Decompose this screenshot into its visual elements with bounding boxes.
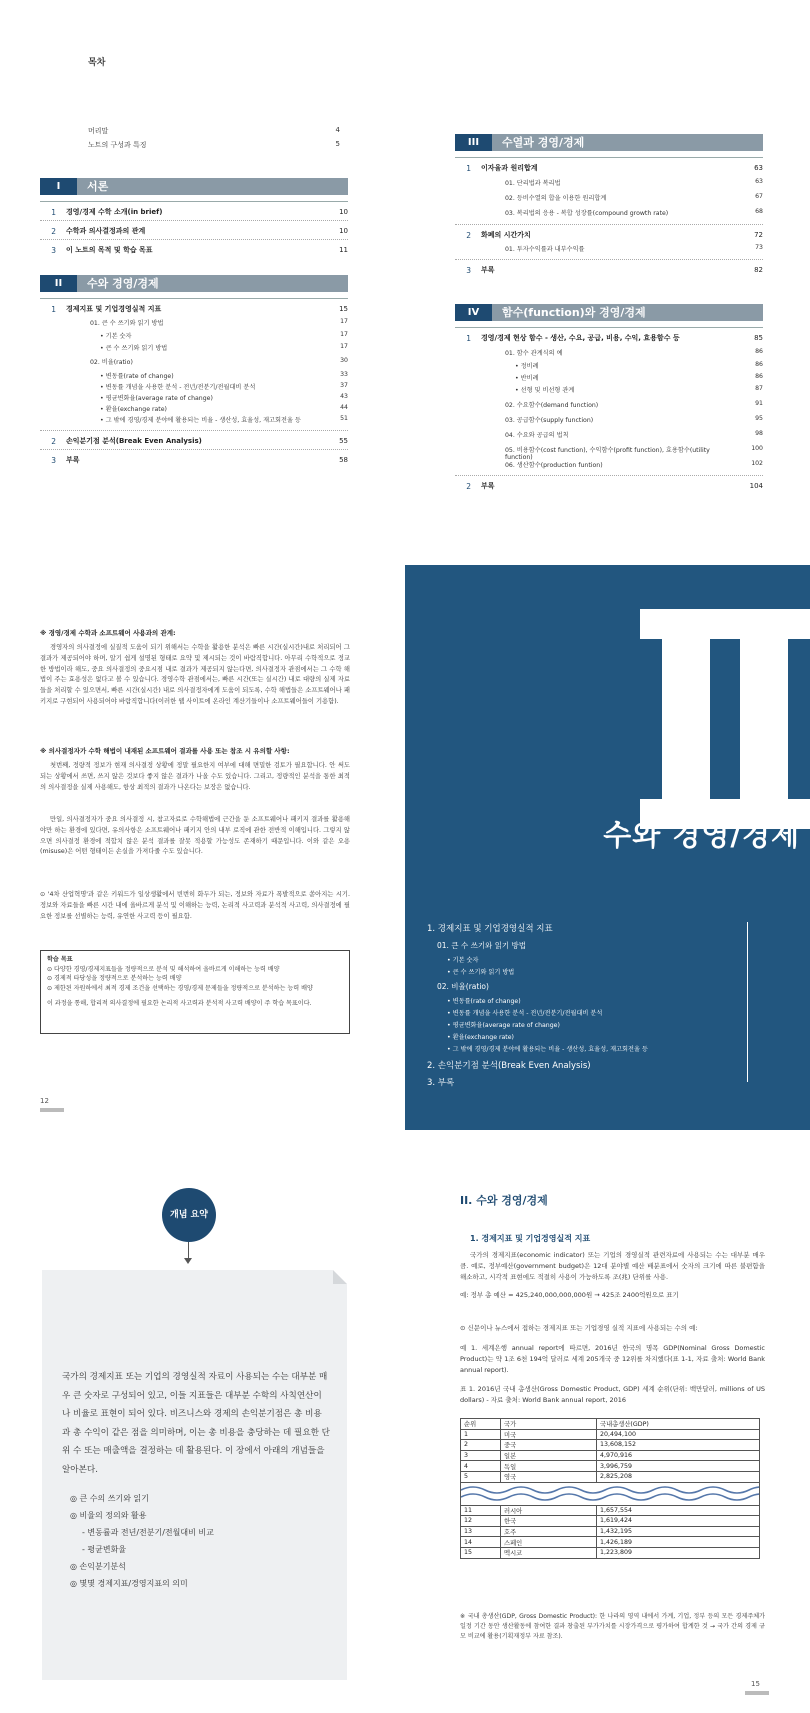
- table-row: 5 영국 2,825,208: [461, 1471, 760, 1482]
- chapter-item[interactable]: • 기본 숫자: [447, 957, 479, 964]
- table-row: 1 미국 20,494,100: [461, 1429, 760, 1440]
- chapter-item[interactable]: • 변동률(rate of change): [447, 998, 521, 1005]
- paragraph: 만일, 의사결정자가 중요 의사결정 시, 참고자료로 수학해법에 근간을 둔 소프트웨어나 패키지 결과를 활용해야만 하는 환경에 있다면, 유의사항은 소프트웨어나 패키지 안의 내부 로직에 관한 전반적 이해입니다. 그렇지 않으면 의사결정 환경에 적합치 않은 분석 결과를 잘못 적용할 가능성도 존재하기 때문입니다. 이와 같은 오용(misuse)은 어떤 형태이든 손실을 가져다줄 수도 있습니다.: [40, 816, 350, 856]
- toc-subentry[interactable]: 03. 공급함수(supply function) 95: [505, 415, 763, 424]
- toc-entry[interactable]: 1 경영/경제 현상 함수 - 생산, 수요, 공급, 비용, 수익, 효용함수 등 85: [466, 333, 763, 343]
- wave-break-icon: [461, 1483, 759, 1505]
- toc-section-header[interactable]: I 서론: [40, 178, 348, 195]
- table-row: 14 스페인 1,426,189: [461, 1537, 760, 1548]
- paragraph: 국가의 경제지표(economic indicator) 또는 기업의 경영실적 관련자료에 사용되는 수는 대부분 매우 큼. 예로, 정부예산(government budget)은 12대 분야별 예산 배분표에서 숫자의 크기에 따른 불편함을 해소하고, 시각적 표현에도 적절히 사용이 가능하도록 조(兆) 단위를 사용.: [460, 1251, 765, 1281]
- divider: [455, 224, 763, 225]
- page-number-bar: [745, 1691, 769, 1695]
- toc-subentry[interactable]: 02. 비율(ratio) 30: [90, 357, 348, 366]
- divider: [40, 449, 348, 450]
- toc-section-header[interactable]: IV 함수(function)와 경영/경제: [455, 304, 763, 321]
- chapter-item[interactable]: • 그 밖에 경영/경제 분야에 활용되는 비율 - 생산성, 효율성, 재고회전율 등: [447, 1046, 648, 1053]
- chapter-numeral-graphic: [640, 609, 810, 829]
- toc-entry[interactable]: 2 손익분기점 분석(Break Even Analysis) 55: [51, 436, 348, 446]
- toc-subentry[interactable]: • 정비례 86: [515, 361, 763, 370]
- toc-subentry[interactable]: 03. 복리법의 응용 - 복합 성장률(compound growth rate) 68: [505, 208, 763, 217]
- chapter-cover: [405, 565, 810, 1130]
- chapter-contents: [427, 922, 747, 1088]
- chapter-item[interactable]: • 변동률 개념을 사용한 분석 - 전년/전분기/전월대비 분석: [447, 1010, 603, 1017]
- table-break: [461, 1482, 760, 1505]
- toc-entry[interactable]: 1 경제지표 및 기업경영실적 지표 15: [51, 304, 348, 314]
- toc-section-header[interactable]: III 수열과 경영/경제: [455, 134, 763, 151]
- toc-subentry[interactable]: 06. 생산함수(production funtion) 102: [505, 460, 763, 469]
- toc-subentry[interactable]: 02. 등비수열의 합을 이용한 원리합계 67: [505, 193, 763, 202]
- toc-entry[interactable]: 3 이 노트의 목적 및 학습 목표 11: [51, 245, 348, 255]
- toc-entry[interactable]: 1 경영/경제 수학 소개(in brief) 10: [51, 207, 348, 217]
- chapter-item[interactable]: • 평균변화율(average rate of change): [447, 1022, 560, 1029]
- chapter-item[interactable]: 02. 비율(ratio): [437, 982, 489, 991]
- toc-section-header[interactable]: II 수와 경영/경제: [40, 275, 348, 292]
- table-caption: 표 1. 2016년 국내 총생산(Gross Domestic Product, GDP) 세계 순위(단위: 백만달러, millions of US dollars) - 자료 출처: World Bank annual report, 2016: [460, 1385, 765, 1404]
- table-row: 11 러시아 1,657,554: [461, 1505, 760, 1516]
- table-row: 4 독일 3,996,759: [461, 1461, 760, 1472]
- page-number: 12: [40, 1097, 49, 1105]
- divider: [455, 157, 763, 158]
- page-fold-icon: [333, 1270, 347, 1284]
- toc-entry[interactable]: 2 부록 104: [466, 481, 763, 491]
- paragraph: 첫번째, 정량적 정보가 현재 의사결정 상황에 정말 필요한지 여부에 대해 면밀한 검토가 필요합니다. 안 써도 되는 상황에서 쓰면, 쓰지 않은 것보다 좋지 않은 결과가 나올 수도 있습니다. 그리고, 정량적인 분석을 통한 최적의 의사결정을 실제 사용해도, 항상 최적의 결과가 나온다는 보장은 없습니다.: [40, 762, 350, 791]
- chapter-item[interactable]: • 환율(exchange rate): [447, 1034, 514, 1041]
- paragraph: ⊙ 신문이나 뉴스에서 접하는 경제지표 또는 기업경영 실적 지표에 사용되는 수의 예:: [460, 1324, 698, 1332]
- toc-subentry[interactable]: 01. 함수 관계식의 예 86: [505, 348, 763, 357]
- divider: [40, 239, 348, 240]
- paragraph: ⊙ '4차 산업혁명'과 같은 키워드가 일상생활에서 빈번히 화두가 되는, 정보와 자료가 폭발적으로 쏟아지는 시기. 정보와 자료들을 빠른 시간 내에 올바르게 분석 및 이해하는 능력, 논리적 사고력과 분석적 사고력, 의사결정에 필요한 정보를 선별하는 능력, 유연한 사고력 등이 필요함.: [40, 891, 350, 920]
- divider: [40, 201, 348, 202]
- divider: [40, 298, 348, 299]
- table-row: 3 일본 4,970,916: [461, 1450, 760, 1461]
- chapter-item[interactable]: 3. 부록: [427, 1078, 455, 1088]
- table-header-row: 순위 국가 국내총생산(GDP): [461, 1419, 760, 1430]
- divider: [747, 922, 748, 1082]
- chapter-title: 수와 경영/경제: [603, 818, 800, 852]
- toc-subentry[interactable]: 01. 단리법과 복리법 63: [505, 178, 763, 187]
- toc-subentry[interactable]: 05. 비용함수(cost function), 수익함수(profit function), 효용함수(utility function) 100: [505, 445, 763, 461]
- summary-item: ◎ 손익분기분석: [70, 1562, 126, 1571]
- toc-subentry[interactable]: • 기본 숫자 17: [100, 331, 348, 340]
- summary-list: [70, 1490, 330, 1592]
- section-heading: 1. 경제지표 및 기업경영실적 지표: [470, 1234, 591, 1243]
- paragraph: 예: 정부 총 예산 = 425,240,000,000,000원 → 425조 2400억원으로 표기: [460, 1291, 679, 1299]
- toc-subentry[interactable]: 01. 투자수익률과 내부수익률 73: [505, 244, 763, 253]
- toc-title: 목차: [88, 58, 106, 68]
- toc-subentry[interactable]: • 변동률 개념을 사용한 분석 - 전년/전분기/전월대비 분석 37: [100, 382, 348, 391]
- toc-subentry[interactable]: 01. 큰 수 쓰기와 읽기 방법 17: [90, 318, 348, 327]
- divider: [40, 220, 348, 221]
- table-row: 13 호주 1,432,195: [461, 1526, 760, 1537]
- summary-item: ◎ 몇몇 경제지표/경영지표의 의미: [70, 1579, 188, 1588]
- section-heading: ※ 의사결정자가 수학 해법이 내재된 소프트웨어 결과를 사용 또는 참조 시 유의할 사항:: [40, 747, 290, 755]
- toc-subentry[interactable]: 04. 수요와 공급의 법칙 98: [505, 430, 763, 439]
- goal-item: ⊙ 다양한 경영/경제지표들을 정량적으로 분석 및 해석하여 올바르게 이해하는 능력 배양: [47, 965, 280, 973]
- toc-pre-row[interactable]: 노트의 구성과 특징 5: [88, 140, 340, 149]
- summary-item: - 평균변화율: [82, 1545, 127, 1554]
- toc-entry[interactable]: 3 부록 82: [466, 265, 763, 275]
- chapter-item[interactable]: 2. 손익분기점 분석(Break Even Analysis): [427, 1061, 591, 1071]
- toc-subentry[interactable]: • 큰 수 쓰기와 읽기 방법 17: [100, 343, 348, 352]
- toc-subentry[interactable]: • 변동률(rate of change) 33: [100, 371, 348, 380]
- goal-item: ⊙ 경제적 타당성을 정량적으로 분석하는 능력 배양: [47, 975, 182, 982]
- divider: [455, 259, 763, 260]
- learning-goals-box: [40, 950, 350, 1034]
- toc-entry[interactable]: 2 화폐의 시간가치 72: [466, 230, 763, 240]
- paragraph: 경영자의 의사결정에 실질적 도움이 되기 위해서는 수학을 활용한 분석은 빠른 시간(실시간)내로 처리되어 그 결과가 제공되어야 하며, 알기 쉽게 설명된 형태로 요약 및 제시되는 것이 바람직합니다. 아무리 수학적으로 정교한 방법이라 해도, 중요 의사결정의 중요시점 내로 결과가 제공되지 않는다면, 의사결정자 관점에서는 그 수학 해법이 주는 효용성은 없다고 볼 수 있습니다. 경영수학 관점에서는, 빠른 시간(또는 실시간) 내로 대량의 실제 자료들을 처리할 수 있으면서, 빠른 시간(실시간) 내로 의사결정자에게 도움이 되도록, 수학 해법들은 소프트웨어나 패키지로 구현되어 사용되어야 바람직합니다(이러한 웹 사이트에 온라인 계산기들이나 소프트웨어들이 기용함).: [40, 644, 350, 705]
- chapter-item[interactable]: 01. 큰 수 쓰기와 읽기 방법: [437, 941, 527, 950]
- toc-subentry[interactable]: • 환율(exchange rate) 44: [100, 404, 348, 413]
- divider: [455, 475, 763, 476]
- toc-subentry[interactable]: • 그 밖에 경영/경제 분야에 활용되는 비율 - 생산성, 효율성, 재고회전율 등 51: [100, 415, 348, 424]
- summary-badge: 개념 요약: [162, 1188, 216, 1242]
- divider: [40, 430, 348, 431]
- learning-goals-title: 학습 목표: [47, 956, 73, 963]
- toc-subentry[interactable]: • 평균변화율(average rate of change) 43: [100, 393, 348, 402]
- table-row: 2 중국 13,608,152: [461, 1440, 760, 1451]
- goal-item: ⊙ 제한된 자원하에서 최적 경제 조건을 선택하는 경영/경제 문제들을 정량적으로 분석하는 능력 배양: [47, 984, 313, 992]
- summary-item: ◎ 큰 수의 쓰기와 읽기: [70, 1494, 149, 1503]
- chapter-item[interactable]: 1. 경제지표 및 기업경영실적 지표: [427, 924, 553, 934]
- footnote: ※ 국내 총생산(GDP, Gross Domestic Product): 한 나라의 영역 내에서 가계, 기업, 정부 등의 모든 경제주체가 일정 기간 동안 생산활동에 참여한 결과 창출된 부가가치를 시장가격으로 평가하여 합계한 것 → 국가 간의 경제 규모 비교에 활용(기획재정부 자료 참조).: [460, 1613, 765, 1640]
- page-heading: II. 수와 경영/경제: [460, 1194, 548, 1207]
- table-row: 15 멕시코 1,223,809: [461, 1547, 760, 1558]
- toc-entry[interactable]: 1 이자율과 원리합계 63: [466, 163, 763, 173]
- toc-pre-row[interactable]: 머리말 4: [88, 126, 340, 135]
- toc-subentry[interactable]: 02. 수요함수(demand function) 91: [505, 400, 763, 409]
- down-arrow-icon: [184, 1258, 192, 1264]
- toc-subentry[interactable]: • 반비례 86: [515, 373, 763, 382]
- page-number: 15: [751, 1680, 760, 1688]
- chapter-item[interactable]: • 큰 수 쓰기와 읽기 방법: [447, 969, 515, 976]
- summary-item: ◎ 비율의 정의와 활용: [70, 1511, 147, 1520]
- goal-footer: 이 과정을 통해, 합리적 의사결정에 필요한 논리적 사고력과 분석적 사고력 배양이 주 학습 목표이다.: [47, 1000, 312, 1007]
- section-heading: ※ 경영/경제 수학과 소프트웨어 사용과의 관계:: [40, 629, 176, 637]
- toc-subentry[interactable]: • 선형 및 비선형 관계 87: [515, 385, 763, 394]
- gdp-table: [460, 1418, 760, 1559]
- summary-item: - 변동률과 전년/전분기/전월대비 비교: [82, 1528, 214, 1537]
- page-number-bar: [40, 1108, 64, 1112]
- toc-entry[interactable]: 3 부록 58: [51, 455, 348, 465]
- summary-text: 국가의 경제지표 또는 기업의 경영실적 자료이 사용되는 수는 대부분 매우 큰 숫자로 구성되어 있고, 이들 지표들은 대부분 수학의 사칙연산이나 비율로 표현이 되어 있다. 비즈니스와 경제의 손익분기점은 총 비용과 총 수익이 같은 점을 의미하며, 이는 총 비용을 충당하는 데 필요한 단위 수 또는 매출액을 결정하는 데 활용된다. 이 장에서 아래의 개념들을 알아본다.: [62, 1372, 330, 1475]
- divider: [455, 327, 763, 328]
- toc-entry[interactable]: 2 수학과 의사결정과의 관계 10: [51, 226, 348, 236]
- table-row: 12 한국 1,619,424: [461, 1516, 760, 1527]
- paragraph: 예 1. 세계은행 annual report에 따르면, 2016년 한국의 명목 GDP(Nominal Gross Domestic Product)는 약 1조 6천 194억 달러로 세계 205개국 중 12위를 차지했다(표 1-1, 자료 출처: World Bank annual report).: [460, 1344, 765, 1374]
